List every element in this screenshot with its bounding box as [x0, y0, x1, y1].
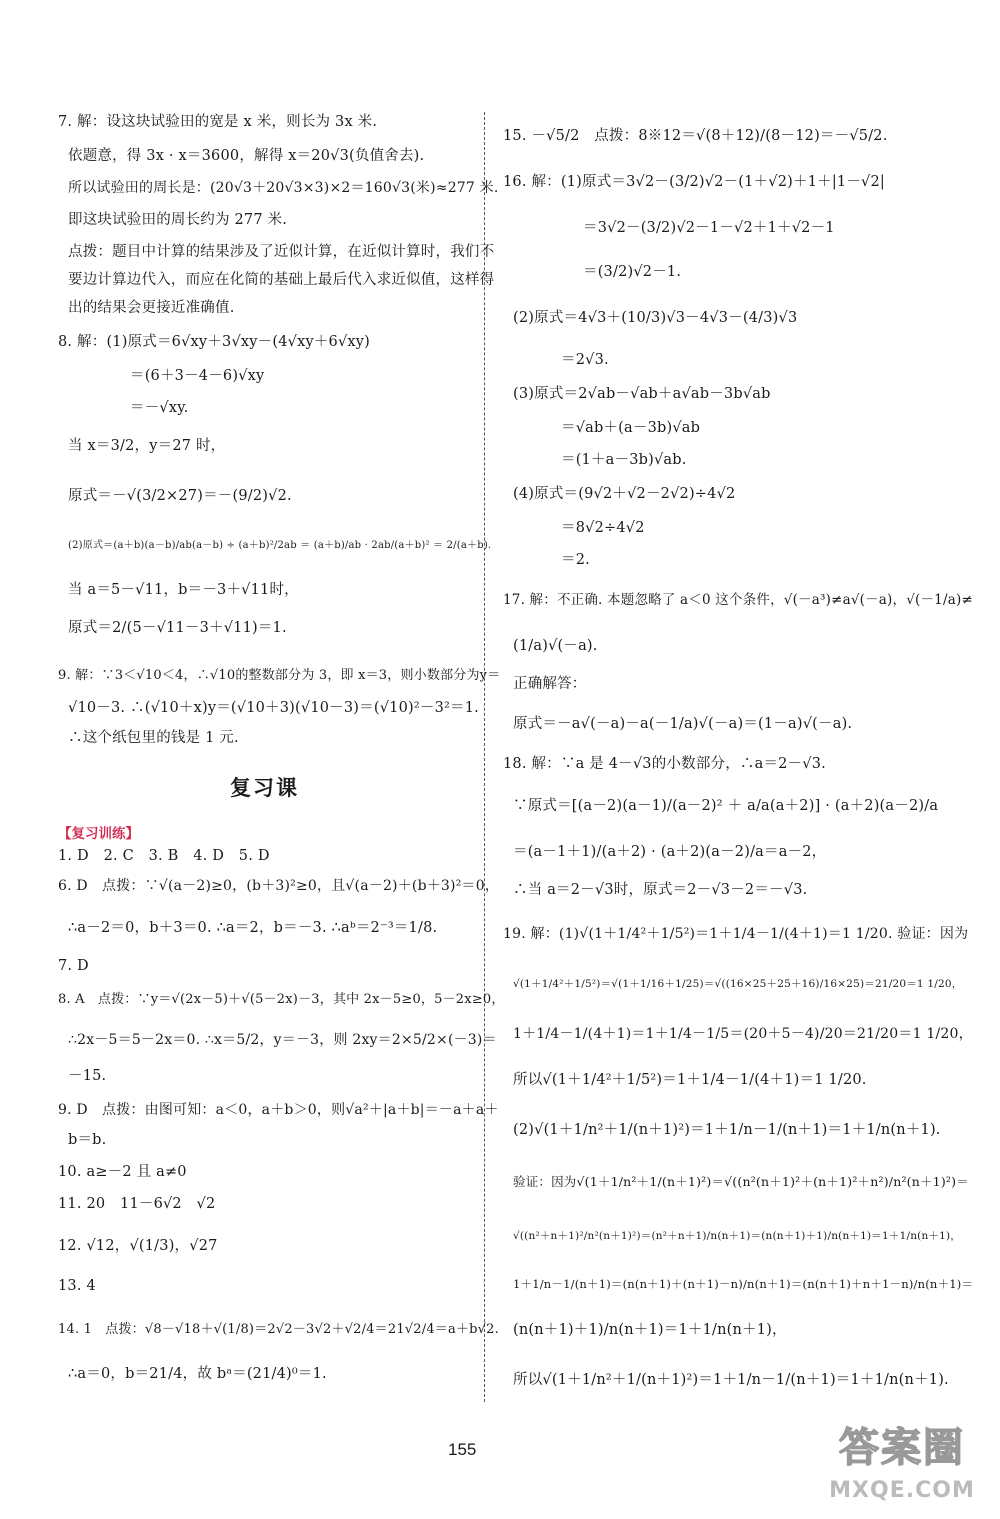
- solution-line: 原式＝－a√(－a)－a(－1/a)√(－a)＝(1－a)√(－a).: [513, 716, 853, 732]
- solution-line: 9. 解：∵3＜√10＜4，∴√10的整数部分为 3，即 x＝3，则小数部分为y＝: [58, 668, 501, 683]
- solution-line: 8. A 点拨：∵y＝√(2x－5)＋√(5－2x)－3，其中 2x－5≥0，5－2x≥0，: [58, 992, 505, 1007]
- solution-line: 13. 4: [58, 1278, 96, 1294]
- solution-line: 点拨：题目中计算的结果涉及了近似计算，在近似计算时，我们不: [68, 244, 495, 260]
- solution-line: (4)原式＝(9√2＋√2－2√2)÷4√2: [513, 486, 736, 502]
- solution-line: 16. 解：(1)原式＝3√2－(3/2)√2－(1＋√2)＋1＋|1－√2|: [503, 174, 886, 190]
- solution-line: 19. 解：(1)√(1＋1/4²＋1/5²)＝1＋1/4－1/(4＋1)＝1 1/20. 验证：因为: [503, 926, 969, 942]
- solution-line: 7. 解：设这块试验田的宽是 x 米，则长为 3x 米.: [58, 114, 378, 130]
- solution-line: 14. 1 点拨：√8－√18＋√(1/8)＝2√2－3√2＋√2/4＝21√2/4＝a＋b√2.: [58, 1322, 499, 1337]
- section-tag: 【复习训练】: [58, 826, 139, 842]
- solution-line: ＝－√xy.: [130, 400, 189, 416]
- solution-line: 即这块试验田的周长约为 277 米.: [68, 212, 288, 228]
- solution-line: 1＋1/4－1/(4＋1)＝1＋1/4－1/5＝(20＋5－4)/20＝21/20＝1 1/20，: [513, 1026, 973, 1042]
- solution-line: 9. D 点拨：由图可知：a＜0，a＋b＞0，则√a²＋|a＋b|＝－a＋a＋: [58, 1102, 499, 1118]
- solution-line: 当 a＝5－√11，b＝－3＋√11时，: [68, 582, 299, 598]
- solution-line: 1＋1/n－1/(n＋1)＝(n(n＋1)＋(n＋1)－n)/n(n＋1)＝(n(n＋1)＋n＋1－n)/n(n＋1)＝: [513, 1277, 974, 1291]
- solution-line: ＝(6＋3－4－6)√xy: [130, 368, 265, 384]
- solution-line: ＝(1＋a－3b)√ab.: [561, 452, 687, 468]
- solution-line: 原式＝2/(5－√11－3＋√11)＝1.: [68, 620, 287, 636]
- page-number: 155: [448, 1440, 477, 1459]
- solution-line: 8. 解：(1)原式＝6√xy＋3√xy－(4√xy＋6√xy): [58, 334, 371, 350]
- solution-line: ∴这个纸包里的钱是 1 元.: [68, 730, 239, 746]
- solution-line: 18. 解：∵a 是 4－√3的小数部分，∴a＝2－√3.: [503, 756, 826, 772]
- solution-line: 7. D: [58, 958, 89, 974]
- solution-line: 12. √12，√(1/3)，√27: [58, 1238, 218, 1254]
- solution-line: 验证：因为√(1＋1/n²＋1/(n＋1)²)＝√((n²(n＋1)²＋(n＋1)²＋n²)/n²(n＋1)²)＝: [513, 1174, 969, 1189]
- solution-line: ＝2√3.: [561, 352, 609, 368]
- solution-line: 11. 20 11－6√2 √2: [58, 1196, 216, 1212]
- solution-line: 当 x＝3/2，y＝27 时，: [68, 438, 226, 454]
- solution-line: 15. －√5/2 点拨：8※12＝√(8＋12)/(8－12)＝－√5/2.: [503, 128, 888, 144]
- solution-line: ＝2.: [561, 552, 590, 568]
- solution-line: (2)原式＝4√3＋(10/3)√3－4√3－(4/3)√3: [513, 310, 798, 326]
- solution-line: 10. a≥－2 且 a≠0: [58, 1164, 187, 1180]
- solution-line: ＝(3/2)√2－1.: [583, 264, 682, 280]
- solution-line: 所以√(1＋1/n²＋1/(n＋1)²)＝1＋1/n－1/(n＋1)＝1＋1/n(n＋1).: [513, 1372, 949, 1388]
- solution-line: ∵原式＝[(a－2)(a－1)/(a－2)² ＋ a/a(a＋2)] · (a＋2)(a－2)/a: [513, 798, 939, 814]
- column-divider: [484, 112, 485, 1402]
- solution-line: 原式＝－√(3/2×27)＝－(9/2)√2.: [68, 488, 292, 504]
- solution-line: 1. D 2. C 3. B 4. D 5. D: [58, 848, 270, 864]
- solution-line: b＝b.: [68, 1132, 107, 1148]
- solution-line: ∴a－2＝0，b＋3＝0. ∴a＝2，b＝－3. ∴aᵇ＝2⁻³＝1/8.: [68, 920, 438, 936]
- solution-line: √10－3. ∴(√10＋x)y＝(√10＋3)(√10－3)＝(√10)²－3²＝1.: [68, 700, 479, 716]
- solution-line: 所以试验田的周长是：(20√3＋20√3×3)×2＝160√3(米)≈277 米.: [68, 180, 499, 196]
- solution-line: 要边计算边代入，而应在化简的基础上最后代入求近似值，这样得: [68, 272, 495, 288]
- solution-line: √(1＋1/4²＋1/5²)＝√(1＋1/16＋1/25)＝√((16×25＋25＋16)/16×25)＝21/20＝1 1/20，: [513, 978, 963, 990]
- solution-line: ∴a＝0，b＝21/4，故 bᵃ＝(21/4)⁰＝1.: [68, 1366, 327, 1382]
- solution-line: ＝√ab＋(a－3b)√ab: [561, 420, 701, 436]
- solution-line: (2)√(1＋1/n²＋1/(n＋1)²)＝1＋1/n－1/(n＋1)＝1＋1/n(n＋1).: [513, 1122, 941, 1138]
- solution-line: √((n²＋n＋1)²/n²(n＋1)²)＝(n²＋n＋1)/n(n＋1)＝(n(n＋1)＋1)/n(n＋1)＝1＋1/n(n＋1)，: [513, 1230, 962, 1242]
- solution-line: ∴2x－5＝5－2x＝0. ∴x＝5/2，y＝－3，则 2xy＝2×5/2×(－3)＝: [68, 1032, 497, 1048]
- solution-line: (1/a)√(－a).: [513, 638, 598, 654]
- watermark-title: 答案圈: [839, 1425, 965, 1471]
- solution-line: 正确解答：: [513, 676, 587, 692]
- solution-line: 17. 解：不正确. 本题忽略了 a＜0 这个条件，√(－a³)≠a√(－a)，√(－1/a)≠: [503, 592, 973, 608]
- solution-line: (2)原式＝(a＋b)(a－b)/ab(a－b) ÷ (a＋b)²/2ab ＝ (a＋b)/ab · 2ab/(a＋b)² ＝ 2/(a＋b).: [68, 540, 492, 551]
- solution-line: 所以√(1＋1/4²＋1/5²)＝1＋1/4－1/(4＋1)＝1 1/20.: [513, 1072, 867, 1088]
- section-title: 复习课: [230, 776, 299, 800]
- solution-line: ＝(a－1＋1)/(a＋2) · (a＋2)(a－2)/a＝a－2，: [513, 844, 827, 860]
- solution-line: 6. D 点拨：∵√(a－2)≥0，(b＋3)²≥0，且√(a－2)＋(b＋3)²＝0，: [58, 878, 500, 894]
- solution-line: 出的结果会更接近准确值.: [68, 300, 235, 316]
- solution-line: ∴当 a＝2－√3时，原式＝2－√3－2＝－√3.: [513, 882, 808, 898]
- watermark-url: MXQE.COM: [829, 1478, 975, 1503]
- solution-line: ＝3√2－(3/2)√2－1－√2＋1＋√2－1: [583, 220, 835, 236]
- solution-line: (n(n＋1)＋1)/n(n＋1)＝1＋1/n(n＋1)，: [513, 1322, 787, 1338]
- solution-line: 依题意，得 3x · x＝3600，解得 x＝20√3(负值舍去).: [68, 148, 425, 164]
- solution-line: －15.: [68, 1068, 107, 1084]
- watermark-logo: [812, 1416, 992, 1512]
- solution-line: ＝8√2÷4√2: [561, 520, 645, 536]
- solution-line: (3)原式＝2√ab－√ab＋a√ab－3b√ab: [513, 386, 771, 402]
